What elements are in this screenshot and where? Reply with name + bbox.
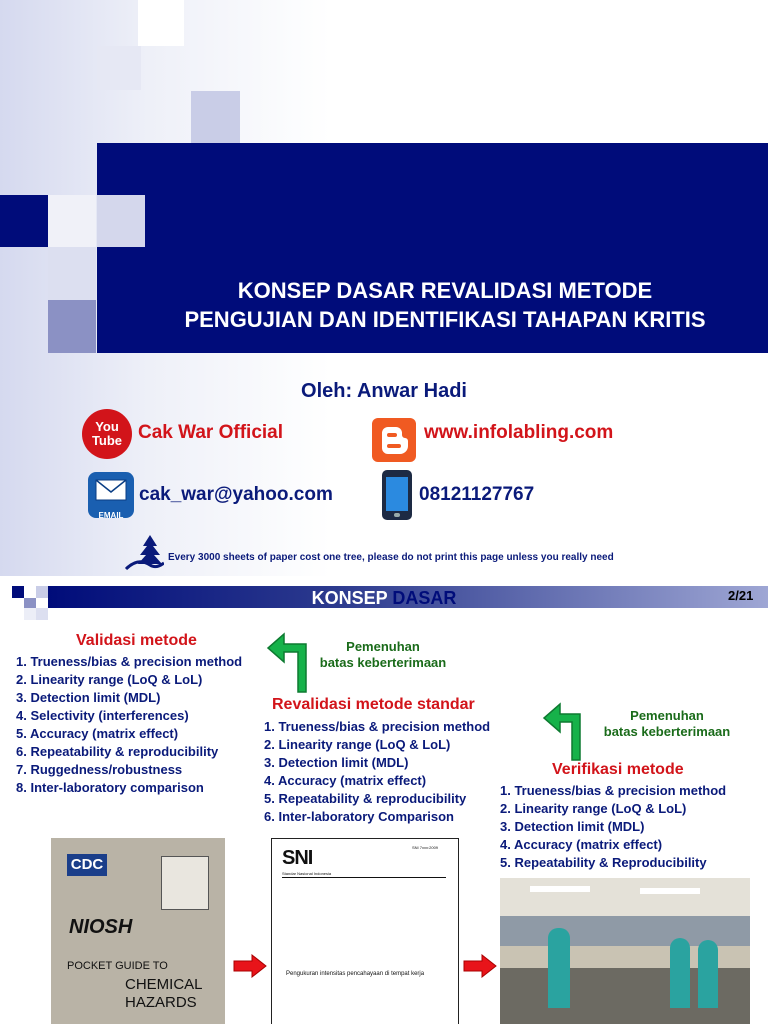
book-title-line-2: CHEMICAL <box>125 976 203 993</box>
revalidasi-heading: Revalidasi metode standar <box>272 696 475 713</box>
list-item: 5. Repeatability & Reproducibility <box>500 855 707 870</box>
decor-square <box>97 195 145 247</box>
red-arrow-icon <box>462 954 498 978</box>
list-item: 1. Trueness/bias & precision method <box>500 783 727 798</box>
list-item: 4. Accuracy (matrix effect) <box>264 773 427 788</box>
list-item: 4. Accuracy (matrix effect) <box>500 837 663 852</box>
acceptance-note: Pemenuhan batas keberterimaan <box>319 639 447 670</box>
blogger-b-glyph <box>372 418 416 462</box>
list-item: 5. Repeatability & reproducibility <box>264 791 467 806</box>
niosh-logo: NIOSH <box>69 916 133 938</box>
decor-square <box>36 608 48 620</box>
technician <box>670 938 690 1008</box>
band-left-square <box>0 195 48 247</box>
author: Oleh: Anwar Hadi <box>301 380 467 402</box>
decor-square <box>48 195 96 247</box>
technician <box>698 940 718 1008</box>
revalidasi-list <box>264 718 490 826</box>
title-line-1: KONSEP DASAR REVALIDASI METODE <box>237 278 653 303</box>
sni-logo: SNI <box>282 847 313 869</box>
sni-number: SNI 7xxx:2009 <box>412 845 439 850</box>
laboratory-photo <box>500 878 750 1024</box>
header-word-2: DASAR <box>392 588 457 608</box>
cdc-logo: CDC <box>67 854 107 876</box>
tree-icon <box>124 533 164 571</box>
email-icon: EMAIL <box>88 472 134 518</box>
decor-square <box>48 300 96 353</box>
green-arrow-icon <box>542 696 588 762</box>
validasi-heading: Validasi metode <box>76 632 197 649</box>
verifikasi-list <box>500 782 726 872</box>
list-item: 3. Detection limit (MDL) <box>264 755 409 770</box>
list-item: 5. Accuracy (matrix effect) <box>16 726 179 741</box>
blogger-icon <box>372 418 416 462</box>
sni-document <box>271 838 459 1024</box>
sni-doc-title: Pengukuran intensitas pencahayaan di tempat kerja <box>286 971 425 977</box>
verifikasi-heading: Verifikasi metode <box>552 761 684 778</box>
slide-header <box>0 588 768 608</box>
list-item: 2. Linearity range (LoQ & LoL) <box>500 801 687 816</box>
youtube-icon: You Tube <box>82 409 132 459</box>
green-arrow-icon <box>266 626 316 694</box>
list-item: 2. Linearity range (LoQ & LoL) <box>264 737 451 752</box>
list-item: 6. Inter-laboratory Comparison <box>264 809 454 824</box>
content-slide <box>0 576 768 1024</box>
header-word-1: KONSEP <box>311 588 388 608</box>
paper-note: Every 3000 sheets of paper cost one tree, please do not print this page unless you really need <box>168 552 614 563</box>
sni-subtitle: Standar Nasional Indonesia <box>282 871 332 876</box>
list-item: 8. Inter-laboratory comparison <box>16 780 204 795</box>
list-item: 1. Trueness/bias & precision method <box>264 719 491 734</box>
decor-square <box>191 91 240 143</box>
page-number: 2/21 <box>728 588 754 603</box>
niosh-book-cover <box>51 838 225 1024</box>
hazard-pictogram <box>161 856 209 910</box>
phone-icon <box>382 470 412 520</box>
list-item: 4. Selectivity (interferences) <box>16 708 189 723</box>
list-item: 6. Repeatability & reproducibility <box>16 744 219 759</box>
sni-rule <box>282 877 446 878</box>
book-title-line-3: HAZARDS <box>125 994 197 1011</box>
email-address[interactable]: cak_war@yahoo.com <box>139 484 333 505</box>
decor-square <box>138 0 184 46</box>
list-item: 1. Trueness/bias & precision method <box>16 654 243 669</box>
youtube-channel: Cak War Official <box>138 422 284 443</box>
list-item: 3. Detection limit (MDL) <box>500 819 645 834</box>
red-arrow-icon <box>232 954 268 978</box>
phone-number: 08121127767 <box>419 484 535 505</box>
decor-square <box>48 247 96 300</box>
list-item: 7. Ruggedness/robustness <box>16 762 183 777</box>
title-line-2: PENGUJIAN DAN IDENTIFIKASI TAHAPAN KRITIS <box>184 307 706 332</box>
book-title-line-1: POCKET GUIDE TO <box>67 960 168 972</box>
acceptance-note: Pemenuhan batas keberterimaan <box>603 708 731 739</box>
validasi-list <box>16 653 242 797</box>
blog-url[interactable]: www.infolabling.com <box>424 422 614 443</box>
list-item: 2. Linearity range (LoQ & LoL) <box>16 672 203 687</box>
decor-square <box>24 608 36 620</box>
envelope-glyph <box>88 472 134 506</box>
decor-square <box>97 46 141 90</box>
technician <box>548 928 570 1008</box>
slide-title <box>130 276 760 334</box>
list-item: 3. Detection limit (MDL) <box>16 690 161 705</box>
